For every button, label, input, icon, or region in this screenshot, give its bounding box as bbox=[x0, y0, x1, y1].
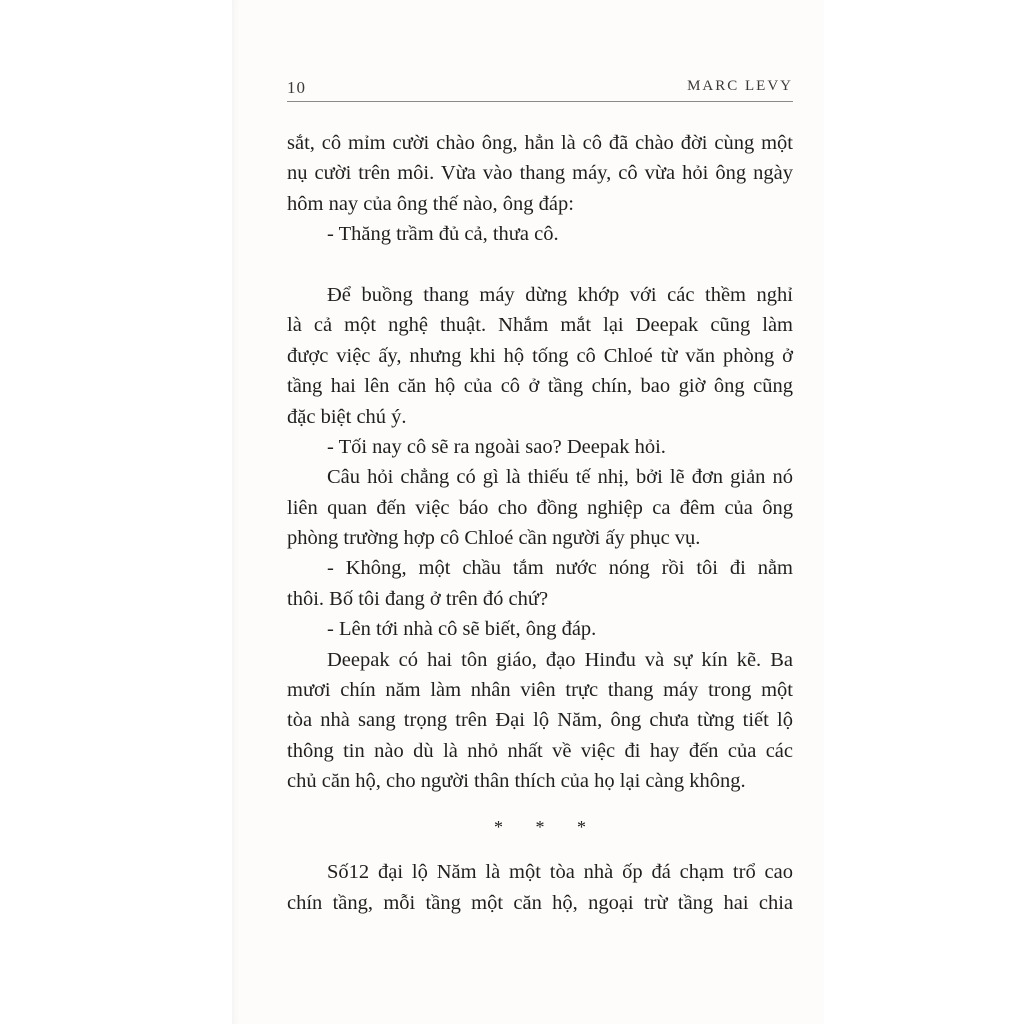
text-line: mươi chín năm làm nhân viên trực thang máy trong một bbox=[287, 679, 793, 702]
text-line: Số12 đại lộ Năm là một tòa nhà ốp đá chạm trổ cao bbox=[327, 861, 793, 884]
dialogue-line: - Không, một chầu tắm nước nóng rồi tôi đi nằm bbox=[327, 557, 793, 580]
scene-break: * * * bbox=[494, 816, 600, 837]
text-line: phòng trường hợp cô Chloé cần người ấy phục vụ. bbox=[287, 527, 701, 550]
text-line: được việc ấy, nhưng khi hộ tống cô Chloé từ văn phòng ở bbox=[287, 344, 793, 367]
body-text bbox=[287, 128, 793, 918]
text-line: chín tầng, mỗi tầng một căn hộ, ngoại trừ tầng hai chia bbox=[287, 891, 793, 914]
text-line: liên quan đến việc báo cho đồng nghiệp ca đêm của ông bbox=[287, 496, 793, 519]
dialogue-line: - Tối nay cô sẽ ra ngoài sao? Deepak hỏi. bbox=[327, 435, 666, 458]
text-line: Để buồng thang máy dừng khớp với các thềm nghỉ bbox=[327, 283, 793, 306]
text-line: chủ căn hộ, cho người thân thích của họ lại càng không. bbox=[287, 770, 746, 793]
paragraph-gap bbox=[287, 250, 793, 280]
text-line: tòa nhà sang trọng trên Đại lộ Năm, ông chưa từng tiết lộ bbox=[287, 709, 793, 732]
text-line: Deepak có hai tôn giáo, đạo Hinđu và sự kín kẽ. Ba bbox=[327, 648, 793, 671]
header-rule bbox=[287, 101, 793, 102]
text-line: là cả một nghệ thuật. Nhắm mắt lại Deepak cũng làm bbox=[287, 314, 793, 337]
dialogue-line: - Lên tới nhà cô sẽ biết, ông đáp. bbox=[327, 618, 597, 641]
text-line: nụ cười trên môi. Vừa vào thang máy, cô vừa hỏi ông ngày bbox=[287, 162, 793, 185]
running-head-author: MARC LEVY bbox=[687, 78, 793, 94]
text-line: sắt, cô mỉm cười chào ông, hẳn là cô đã chào đời cùng một bbox=[287, 132, 793, 154]
text-line: Câu hỏi chẳng có gì là thiếu tế nhị, bởi lẽ đơn giản nó bbox=[327, 466, 793, 489]
text-line: hôm nay của ông thế nào, ông đáp: bbox=[287, 192, 574, 215]
text-line: thôi. Bố tôi đang ở trên đó chứ? bbox=[287, 587, 549, 610]
text-line: thông tin nào dù là nhỏ nhất về việc đi hay đến của các bbox=[287, 739, 793, 762]
text-line: tầng hai lên căn hộ của cô ở tầng chín, bao giờ ông cũng bbox=[287, 375, 793, 398]
text-line: đặc biệt chú ý. bbox=[287, 405, 407, 428]
page-number: 10 bbox=[287, 78, 306, 97]
dialogue-line: - Thăng trầm đủ cả, thưa cô. bbox=[327, 223, 559, 246]
page-header bbox=[287, 78, 793, 100]
